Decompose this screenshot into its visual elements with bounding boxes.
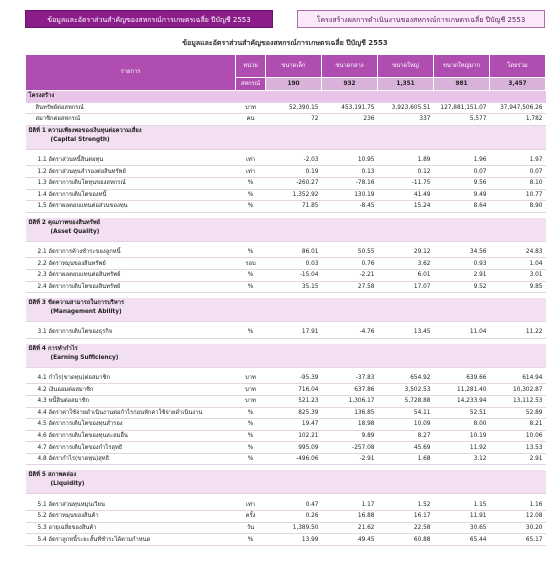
row-value: 1.15 [434, 499, 490, 510]
report-tabs [25, 10, 545, 30]
row-value: 86.01 [266, 247, 322, 258]
row-label: 4.7 อัตราการเติบโตของกำไรสุทธิ [26, 442, 236, 454]
row-value: 0.13 [322, 166, 378, 178]
row-value: 11.91 [434, 511, 490, 523]
row-value: 136.85 [322, 407, 378, 419]
table-row [26, 201, 546, 213]
row-unit: % [236, 430, 266, 442]
count-cell: 1,351 [378, 78, 434, 91]
row-value: -496.06 [266, 453, 322, 465]
table-row [26, 189, 546, 201]
spacer-row [26, 545, 546, 551]
section-fill [266, 344, 322, 368]
row-value: 16.88 [322, 511, 378, 523]
row-label: สมาชิกต่อสหกรณ์ [26, 114, 236, 126]
row-value: 716.04 [266, 384, 322, 396]
row-value: 995.09 [266, 442, 322, 454]
table-row [26, 281, 546, 293]
section-subtitle: (Asset Quality) [50, 228, 100, 235]
row-value: 27.58 [322, 281, 378, 293]
row-value: 52.89 [490, 407, 546, 419]
row-value: 5,728.88 [378, 395, 434, 407]
section-title [26, 470, 236, 494]
row-value: 130.19 [322, 189, 378, 201]
row-value: 11.22 [490, 327, 546, 338]
row-value: 1,782 [490, 114, 546, 126]
row-value: 45.69 [378, 442, 434, 454]
row-value: 9.52 [434, 281, 490, 293]
row-value: 10,302.87 [490, 384, 546, 396]
row-value: -4.76 [322, 327, 378, 338]
row-value: 35.15 [266, 281, 322, 293]
row-value: 30.20 [490, 522, 546, 534]
row-label: 5.3 อายุเฉลี่ยของสินค้า [26, 522, 236, 534]
row-label: 3.1 อัตราการเติบโตของธุรกิจ [26, 327, 236, 338]
row-value: 8.00 [434, 419, 490, 431]
row-label: 5.2 อัตราหมุนของสินค้า [26, 511, 236, 523]
row-value: 10.19 [434, 430, 490, 442]
section-header [26, 91, 546, 103]
row-value: 0.93 [434, 258, 490, 270]
row-value: 72 [266, 114, 322, 126]
row-label: 4.1 กำไร(ขาดทุน)ต่อสมาชิก [26, 373, 236, 384]
header-col: ขนาดเล็ก [266, 55, 322, 78]
section-fill [490, 298, 546, 322]
row-value: 3.12 [434, 453, 490, 465]
section-fill [490, 470, 546, 494]
row-value: 13.53 [490, 442, 546, 454]
row-value: 654.92 [378, 373, 434, 384]
row-value: 1,306.17 [322, 395, 378, 407]
row-unit: % [236, 327, 266, 338]
row-label: 2.3 อัตราผลตอบแทนต่อสินทรัพย์ [26, 269, 236, 281]
table-row [26, 534, 546, 546]
row-value: 9.89 [322, 430, 378, 442]
section-fill [266, 470, 322, 494]
row-unit: % [236, 247, 266, 258]
row-unit: % [236, 189, 266, 201]
row-value: 3,502.53 [378, 384, 434, 396]
row-label: สินทรัพย์ต่อสหกรณ์ [26, 102, 236, 114]
header-unit: หน่วย [236, 55, 266, 78]
row-label: 4.8 อัตรากำไร(ขาดทุน)สุทธิ [26, 453, 236, 465]
row-value: 5,577 [434, 114, 490, 126]
section-header [26, 344, 546, 368]
section-fill [378, 125, 434, 149]
row-value: 41.49 [378, 189, 434, 201]
row-value: -11.75 [378, 177, 434, 189]
row-value: 11.92 [434, 442, 490, 454]
row-value: 19.47 [266, 419, 322, 431]
row-value: -78.16 [322, 177, 378, 189]
table-row [26, 453, 546, 465]
row-value: 1.89 [378, 155, 434, 166]
row-value: 2.91 [434, 269, 490, 281]
row-unit: บาท [236, 102, 266, 114]
row-value: 18.98 [322, 419, 378, 431]
section-fill [266, 218, 322, 242]
table-row [26, 327, 546, 338]
row-value: 1.68 [378, 453, 434, 465]
row-value: 1.17 [322, 499, 378, 510]
row-value: 11,281.40 [434, 384, 490, 396]
section-fill [322, 298, 378, 322]
section-fill [322, 125, 378, 149]
table-row [26, 155, 546, 166]
section-fill [434, 344, 490, 368]
header-col: โดยรวม [490, 55, 546, 78]
row-value: 9.49 [434, 189, 490, 201]
section-title [26, 298, 236, 322]
table-row [26, 522, 546, 534]
row-unit: เท่า [236, 166, 266, 178]
row-value: 8.90 [490, 201, 546, 213]
row-label: 5.4 อัตราลูกหนี้ระยะสั้นที่ชำระได้ตามกำหนด [26, 534, 236, 546]
row-value: 637.86 [322, 384, 378, 396]
count-cell: 190 [266, 78, 322, 91]
section-fill [236, 218, 266, 242]
row-unit: เท่า [236, 499, 266, 510]
section-title-text: มิติที่ 2 คุณภาพของสินทรัพย์ [28, 219, 101, 226]
table-row [26, 419, 546, 431]
row-value: -2.91 [322, 453, 378, 465]
row-value: 8.64 [434, 201, 490, 213]
count-cell: 981 [434, 78, 490, 91]
row-value: 0.07 [434, 166, 490, 178]
table-row [26, 395, 546, 407]
row-value: 13.45 [378, 327, 434, 338]
ratio-table [25, 54, 546, 551]
section-title-text: มิติที่ 1 ความเพียงพอของเงินทุนต่อความเสี่ยง [28, 127, 142, 134]
row-value: 9.85 [490, 281, 546, 293]
row-value: 17.07 [378, 281, 434, 293]
row-value: 49.45 [322, 534, 378, 546]
row-value: 30.65 [434, 522, 490, 534]
row-label: 2.4 อัตราการเติบโตของสินทรัพย์ [26, 281, 236, 293]
row-value: -2.21 [322, 269, 378, 281]
section-fill [322, 470, 378, 494]
row-value: 3,923,605.51 [378, 102, 434, 114]
row-value: 127,881,151.07 [434, 102, 490, 114]
tab-structure[interactable]: โครงสร้างผลการดำเนินงานของสหกรณ์การเกษตรเฉลี่ย ปีบัญชี 2553 [297, 10, 545, 28]
page-title: ข้อมูลและอัตราส่วนสำคัญของสหกรณ์การเกษตรเฉลี่ย ปีบัญชี 2553 [182, 39, 388, 47]
table-row [26, 102, 546, 114]
table-row [26, 177, 546, 189]
section-title-text: มิติที่ 5 สภาพคล่อง [28, 472, 77, 479]
row-value: 50.55 [322, 247, 378, 258]
row-value: 0.03 [266, 258, 322, 270]
row-value: 65.17 [490, 534, 546, 546]
row-value: 24.83 [490, 247, 546, 258]
row-value: 1.52 [378, 499, 434, 510]
count-label: สหกรณ์ [236, 78, 266, 91]
row-label: 1.2 อัตราส่วนทุนสำรองต่อสินทรัพย์ [26, 166, 236, 178]
row-value: 10.77 [490, 189, 546, 201]
row-value: 3.62 [378, 258, 434, 270]
row-value: 71.85 [266, 201, 322, 213]
row-label: 4.5 อัตราการเติบโตของทุนสำรอง [26, 419, 236, 431]
row-value: 15.24 [378, 201, 434, 213]
row-value: -37.83 [322, 373, 378, 384]
row-unit: ครั้ง [236, 511, 266, 523]
row-unit: % [236, 407, 266, 419]
row-value: 0.19 [266, 166, 322, 178]
table-row [26, 384, 546, 396]
row-value: 37,947,506.26 [490, 102, 546, 114]
row-value: 0.07 [490, 166, 546, 178]
row-value: 10.95 [322, 155, 378, 166]
row-unit: เท่า [236, 155, 266, 166]
section-fill [236, 125, 266, 149]
row-value: 8.21 [490, 419, 546, 431]
table-row [26, 430, 546, 442]
row-value: 9.56 [434, 177, 490, 189]
section-title [26, 218, 236, 242]
section-subtitle: (Liquidity) [50, 481, 85, 488]
row-label: 1.1 อัตราส่วนหนี้สินต่อทุน [26, 155, 236, 166]
row-value: 13,112.53 [490, 395, 546, 407]
row-value: 3.01 [490, 269, 546, 281]
table-row [26, 373, 546, 384]
table-body [26, 91, 546, 551]
table-row [26, 258, 546, 270]
section-fill [378, 344, 434, 368]
row-value: 17.91 [266, 327, 322, 338]
table-row [26, 442, 546, 454]
section-fill [266, 298, 322, 322]
section-fill [434, 298, 490, 322]
section-header [26, 125, 546, 149]
table-row [26, 407, 546, 419]
section-header [26, 470, 546, 494]
row-value: 29.12 [378, 247, 434, 258]
row-label: 1.3 อัตราการเติบโตทุนของสหกรณ์ [26, 177, 236, 189]
row-value: 12.08 [490, 511, 546, 523]
row-label: 1.5 อัตราผลตอบแทนต่อส่วนของทุน [26, 201, 236, 213]
row-value: -260.27 [266, 177, 322, 189]
header-item: รายการ [26, 55, 236, 91]
row-value: 13.99 [266, 534, 322, 546]
row-label: 4.6 อัตราการเติบโตของทุนสะสมอื่น [26, 430, 236, 442]
row-value: 14,233.94 [434, 395, 490, 407]
row-value: 21.62 [322, 522, 378, 534]
row-unit: % [236, 269, 266, 281]
row-value: 2.91 [490, 453, 546, 465]
section-fill [434, 125, 490, 149]
row-value: 8.10 [490, 177, 546, 189]
row-unit: บาท [236, 384, 266, 396]
section-fill [378, 298, 434, 322]
section-fill [322, 344, 378, 368]
row-value: 0.26 [266, 511, 322, 523]
row-label: 4.4 อัตราค่าใช้จ่ายดำเนินงานต่อกำไรก่อนหักค่าใช้จ่ายดำเนินงาน [26, 407, 236, 419]
row-label: 2.2 อัตราหมุนของสินทรัพย์ [26, 258, 236, 270]
row-value: 236 [322, 114, 378, 126]
row-value: 0.76 [322, 258, 378, 270]
section-fill [378, 470, 434, 494]
section-title [26, 344, 236, 368]
row-value: 8.27 [378, 430, 434, 442]
table-row [26, 166, 546, 178]
section-fill [322, 218, 378, 242]
row-value: 337 [378, 114, 434, 126]
section-header [26, 298, 546, 322]
row-value: 60.88 [378, 534, 434, 546]
row-value: -8.45 [322, 201, 378, 213]
table-row [26, 499, 546, 510]
row-unit: บาท [236, 373, 266, 384]
row-value: 825.39 [266, 407, 322, 419]
section-title-text: มิติที่ 4 การทำกำไร [28, 345, 78, 352]
section-fill [490, 344, 546, 368]
row-value: 52.51 [434, 407, 490, 419]
row-label: 4.3 หนี้สินต่อสมาชิก [26, 395, 236, 407]
row-value: 52,390.15 [266, 102, 322, 114]
row-value: 614.94 [490, 373, 546, 384]
row-value: 0.47 [266, 499, 322, 510]
section-header [26, 218, 546, 242]
row-value: -95.39 [266, 373, 322, 384]
row-value: 11.04 [434, 327, 490, 338]
row-unit: บาท [236, 395, 266, 407]
row-value: -15.04 [266, 269, 322, 281]
row-value: 0.12 [378, 166, 434, 178]
row-value: -257.08 [322, 442, 378, 454]
row-label: 5.1 อัตราส่วนทุนหมุนเวียน [26, 499, 236, 510]
section-fill [236, 298, 266, 322]
section-fill [236, 344, 266, 368]
header-col: ขนาดใหญ่มาก [434, 55, 490, 78]
row-value: 6.01 [378, 269, 434, 281]
row-unit: รอบ [236, 258, 266, 270]
row-label: 4.2 เงินออมต่อสมาชิก [26, 384, 236, 396]
row-value: 1.16 [490, 499, 546, 510]
row-unit: % [236, 453, 266, 465]
row-value: 65.44 [434, 534, 490, 546]
section-subtitle: (Capital Strength) [50, 136, 110, 143]
row-value: 1,389.50 [266, 522, 322, 534]
count-cell: 3,457 [490, 78, 546, 91]
section-title-text: มิติที่ 3 ขีดความสามารถในการบริหาร [28, 300, 125, 307]
section-subtitle: (Management Ability) [50, 309, 122, 316]
section-subtitle: (Earning Sufficiency) [50, 354, 119, 361]
row-value: 10.06 [490, 430, 546, 442]
row-value: 453,191.75 [322, 102, 378, 114]
row-unit: % [236, 419, 266, 431]
row-value: -2.03 [266, 155, 322, 166]
section-title [26, 125, 236, 149]
table-row [26, 247, 546, 258]
row-value: 34.56 [434, 247, 490, 258]
section-fill [378, 218, 434, 242]
section-title: โครงสร้าง [26, 91, 546, 103]
table-row [26, 511, 546, 523]
row-label: 1.4 อัตราการเติบโตของหนี้ [26, 189, 236, 201]
row-value: 22.58 [378, 522, 434, 534]
row-unit: วัน [236, 522, 266, 534]
section-fill [236, 470, 266, 494]
row-value: 10.09 [378, 419, 434, 431]
section-fill [490, 218, 546, 242]
row-unit: คน [236, 114, 266, 126]
row-unit: % [236, 177, 266, 189]
row-unit: % [236, 201, 266, 213]
row-value: 1,352.92 [266, 189, 322, 201]
row-unit: % [236, 534, 266, 546]
row-value: 102.21 [266, 430, 322, 442]
section-fill [434, 470, 490, 494]
table-row [26, 269, 546, 281]
row-value: 639.66 [434, 373, 490, 384]
row-value: 521.23 [266, 395, 322, 407]
row-value: 1.97 [490, 155, 546, 166]
row-value: 1.96 [434, 155, 490, 166]
row-unit: % [236, 442, 266, 454]
section-fill [490, 125, 546, 149]
row-unit: % [236, 281, 266, 293]
header-col: ขนาดใหญ่ [378, 55, 434, 78]
tab-ratios[interactable]: ข้อมูลและอัตราส่วนสำคัญของสหกรณ์การเกษตรเฉลี่ย ปีบัญชี 2553 [25, 10, 273, 28]
row-value: 54.11 [378, 407, 434, 419]
row-value: 1.04 [490, 258, 546, 270]
row-label: 2.1 อัตราการค้างชำระของลูกหนี้ [26, 247, 236, 258]
count-cell: 932 [322, 78, 378, 91]
header-col: ขนาดกลาง [322, 55, 378, 78]
section-fill [434, 218, 490, 242]
spacer-cell [26, 545, 546, 551]
section-fill [266, 125, 322, 149]
table-row [26, 114, 546, 126]
row-value: 16.17 [378, 511, 434, 523]
